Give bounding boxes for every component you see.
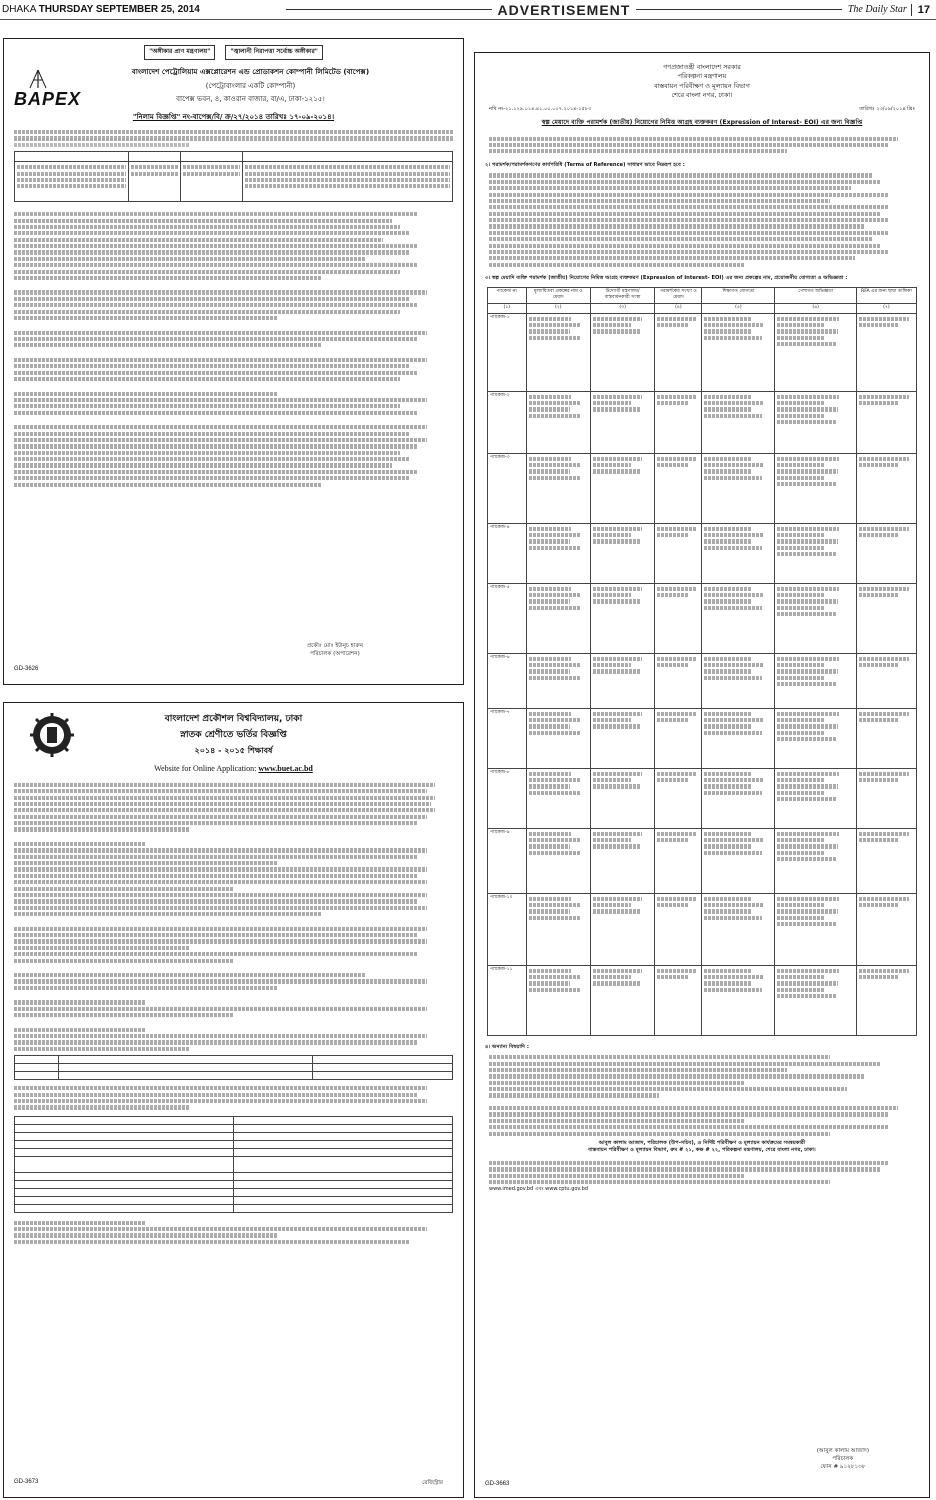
buet-admission-notice [3, 702, 464, 1498]
table-header-row [488, 287, 917, 303]
table-cell [775, 523, 857, 583]
package-number: প্যাকেজ-৪ [488, 523, 527, 583]
col-number: (২) [526, 303, 590, 313]
ad-code: GD-3663 [485, 1481, 510, 1488]
websites-line [475, 1186, 929, 1193]
intro-text [475, 128, 929, 153]
ref-row [475, 100, 929, 113]
table-row [488, 523, 917, 583]
table-cell [526, 523, 590, 583]
ministry-name: পরিকল্পনা মন্ত্রণালয় [677, 72, 727, 81]
website-label: Website for Online Application: [154, 764, 257, 773]
slogan-right: "জ্বালানী নিরাপত্তা সর্বোচ্চ অঙ্গীকার" [225, 45, 323, 60]
table-cell [590, 453, 654, 523]
table-row [488, 653, 917, 708]
contact-line: আবুল কালাম আজাদ, পরিচালক (উপ-সচিব), ও নির্দিষ্ট পরিবীক্ষণ ও মূল্যায়ন কার্যক্রমের সমন্বয়কারী [598, 1139, 806, 1146]
col-header: মূল্যায়িতব্য প্রকল্পের নাম ও মেয়াদ [526, 287, 590, 303]
table-cell [655, 391, 702, 453]
table-cell [702, 893, 775, 965]
notice-title: স্বল্প মেয়াদে ব্যক্তি পরামর্শক (জাতীয়) নিয়োগের নিমিত্ত আগ্রহ ব্যক্তকরণ (Expression of Interest- EOI) এর জন্য বিজ্ঞপ্তি [541, 119, 863, 127]
package-number: প্যাকেজ-৩ [488, 453, 527, 523]
masthead [0, 0, 936, 20]
table-cell [775, 965, 857, 1035]
table-cell [702, 653, 775, 708]
table-cell [856, 965, 916, 1035]
package-number: প্যাকেজ-৫ [488, 583, 527, 653]
table-cell [526, 391, 590, 453]
rule-right [636, 9, 842, 10]
table-cell [590, 653, 654, 708]
website-link[interactable]: www.buet.ac.bd [258, 764, 313, 773]
table-cell [775, 453, 857, 523]
table-cell [655, 453, 702, 523]
table-cell [526, 653, 590, 708]
bapex-signature [307, 642, 363, 658]
signatory-name: (আবুল কালাম আজাদ) [816, 1447, 869, 1454]
table-cell [655, 768, 702, 828]
column-number-row [488, 303, 917, 313]
table-cell [655, 965, 702, 1035]
dateline-date: THURSDAY SEPTEMBER 25, 2014 [38, 4, 200, 15]
notice-body [4, 122, 463, 487]
table-cell [775, 583, 857, 653]
dateline-city: DHAKA [2, 4, 36, 15]
table-cell [702, 523, 775, 583]
package-number: প্যাকেজ-১০ [488, 893, 527, 965]
slogan-left: "অঙ্গীকার প্রাণ মন্ত্রণালয়" [144, 45, 215, 60]
package-number: প্যাকেজ-৮ [488, 768, 527, 828]
table-row [488, 828, 917, 893]
table-cell [856, 313, 916, 391]
table-cell [775, 708, 857, 768]
col-header: RFA এর জন্য ছায়া তালিকা [856, 287, 916, 303]
table-cell [526, 768, 590, 828]
section-title: ADVERTISEMENT [497, 1, 631, 18]
table-cell [856, 828, 916, 893]
items-table [14, 151, 453, 202]
package-number: প্যাকেজ-১ [488, 313, 527, 391]
package-rows [488, 313, 917, 1035]
notice-points [14, 212, 453, 487]
table-cell [702, 453, 775, 523]
table-cell [655, 828, 702, 893]
signatory-phone: ফোন # ৯১২৮১৩৮ [820, 1463, 866, 1470]
table-row [488, 768, 917, 828]
table-cell [655, 523, 702, 583]
rule-left [286, 9, 492, 10]
table-cell [526, 828, 590, 893]
bapex-title-block [108, 67, 393, 104]
table-cell [655, 313, 702, 391]
ad-code: GD-3626 [14, 666, 39, 673]
table-cell [775, 768, 857, 828]
table-cell [655, 653, 702, 708]
bapex-auction-notice [3, 38, 464, 685]
bapex-header [4, 66, 463, 109]
paper-name: The Daily Star [847, 4, 907, 15]
website-line [4, 763, 463, 775]
signatory-name: প্রকৌঃ মোঃ ইউনুচ হারুন [306, 642, 363, 649]
notice-title: "নিলাম বিজ্ঞপ্তি" নং-বাপেক্স/বি/ ক্র/২৭/২০১৪ তারিখঃ ১৭-০৯-২০১৪। [132, 112, 335, 121]
table-cell [856, 708, 916, 768]
col-number: (৪) [655, 303, 702, 313]
table-cell [590, 313, 654, 391]
tor-list [475, 169, 929, 267]
ref-number: নথি নং-২১.১২৯.০১৪.৪১.০০.০০৭.২০১৪-১৫৮৩ [489, 106, 592, 113]
admission-title: স্নাতক শ্রেণীতে ভর্তির বিজ্ঞপ্তি [180, 730, 287, 741]
col-header: পরামর্শকের সংখ্যা ও মেয়াদ [655, 287, 702, 303]
govt-name: গণপ্রজাতন্ত্রী বাংলাদেশ সরকার [663, 63, 741, 71]
imed-header [475, 63, 929, 100]
division-name: বাস্তবায়ন পরিবীক্ষণ ও মূল্যায়ন বিভাগ [654, 81, 750, 90]
buet-logo [30, 713, 74, 757]
signatory-title: পরিচালক [832, 1455, 854, 1462]
table-row [488, 965, 917, 1035]
signatory-title: রেজিস্ট্রার [422, 1479, 443, 1486]
table-cell [775, 828, 857, 893]
table-cell [590, 768, 654, 828]
company-address: বাপেক্স ভবন, ৪, কাওরান বাজার, বা/এ, ঢাকা-১২১৫। [176, 94, 325, 103]
col-header: পেশাগত অভিজ্ঞতা [775, 287, 857, 303]
eoi-heading: ৩। স্বল্প মেয়াদি ব্যক্তি পরামর্শক (জাতীয়) নিয়োগের নিমিত্ত আগ্রহ ব্যক্তকরণ (Expression of Interest- EOI) এর জন্য প্রকল্পের নাম, প্রয়োজনীয় যোগ্যতা ও অভিজ্ঞতা : [485, 275, 848, 282]
table-cell [590, 523, 654, 583]
table-cell [702, 965, 775, 1035]
table-cell [856, 583, 916, 653]
table-cell [775, 653, 857, 708]
buet-header [4, 713, 463, 757]
table-cell [526, 313, 590, 391]
col-number: (৩) [590, 303, 654, 313]
fee-table [14, 1055, 453, 1080]
table-cell [590, 391, 654, 453]
ref-date: তারিখঃ ২৩/০৯/২০১৪ খ্রিঃ [859, 106, 915, 113]
table-cell [702, 828, 775, 893]
col-header: উদ্যোগী মন্ত্রণালয়/ বাস্তবায়নকারী সংস্থা [590, 287, 654, 303]
other-heading: ৪। অন্যান্য বিষয়াদি : [485, 1043, 529, 1050]
table-cell [702, 768, 775, 828]
table-cell [775, 893, 857, 965]
buet-title-block [74, 713, 393, 757]
package-number: প্যাকেজ-১১ [488, 965, 527, 1035]
col-number: (১) [488, 303, 527, 313]
table-cell [702, 583, 775, 653]
table-cell [590, 583, 654, 653]
table-cell [526, 965, 590, 1035]
closing-notes [475, 1155, 929, 1185]
buet-signature [422, 1479, 443, 1487]
dateline [0, 4, 280, 15]
table-row [488, 893, 917, 965]
table-cell [775, 391, 857, 453]
table-cell [856, 768, 916, 828]
table-cell [702, 708, 775, 768]
table-cell [655, 583, 702, 653]
table-cell [655, 893, 702, 965]
signatory-title: পরিচালক (অপারেশন) [310, 650, 360, 657]
package-number: প্যাকেজ-৯ [488, 828, 527, 893]
company-name: বাংলাদেশ পেট্রোলিয়াম এক্সপ্লোরেশন এন্ড প্রোডাকশন কোম্পানী লিমিটেড (বাপেক্স) [131, 67, 370, 77]
table-cell [526, 583, 590, 653]
bapex-logo [8, 66, 108, 109]
table-cell [702, 391, 775, 453]
table-cell [590, 708, 654, 768]
table-cell [526, 453, 590, 523]
table-cell [856, 893, 916, 965]
table-row [488, 313, 917, 391]
table-cell [856, 523, 916, 583]
imed-eoi-notice [474, 52, 930, 1498]
gear-logo-icon [30, 713, 74, 757]
academic-session: ২০১৪ - ২০১৫ শিক্ষাবর্ষ [194, 746, 273, 756]
table-cell [526, 708, 590, 768]
slogan-row [4, 45, 463, 60]
bapex-logo-text: BAPEX [14, 88, 82, 109]
col-header: প্যাকেজ নং [488, 287, 527, 303]
col-number: (৫) [702, 303, 775, 313]
imed-signature [817, 1447, 869, 1471]
table-cell [856, 653, 916, 708]
university-name: বাংলাদেশ প্রকৌশল বিশ্ববিদ্যালয়, ঢাকা [164, 714, 303, 725]
table-cell [775, 313, 857, 391]
col-number: (৭) [856, 303, 916, 313]
table-row [488, 391, 917, 453]
tor-heading: ২। পরামর্শক/পরামর্শকগণের কার্যপরিধি (Terms of Reference) সাধারণ ভাবে নিম্নরূপ হবে : [485, 161, 685, 168]
buet-body [4, 775, 463, 1244]
package-number: প্যাকেজ-৭ [488, 708, 527, 768]
schedule-table [14, 1116, 453, 1213]
location: শেরে বাংলা নগর, ঢাকা। [671, 90, 733, 99]
table-cell [590, 965, 654, 1035]
ad-code: GD-3673 [14, 1479, 39, 1486]
table-cell [702, 313, 775, 391]
table-row [488, 583, 917, 653]
websites[interactable]: www.imed.gov.bd এবং www.cptu.gov.bd [489, 1186, 588, 1193]
package-table [487, 287, 917, 1036]
table-cell [590, 828, 654, 893]
table-row [488, 453, 917, 523]
package-number: প্যাকেজ-২ [488, 391, 527, 453]
page-number: 17 [911, 4, 936, 16]
other-list [475, 1051, 929, 1136]
table-cell [856, 391, 916, 453]
col-header: শিক্ষাগত যোগ্যতা [702, 287, 775, 303]
table-cell [655, 708, 702, 768]
table-cell [590, 893, 654, 965]
col-number: (৬) [775, 303, 857, 313]
table-cell [856, 453, 916, 523]
company-subtitle: (পেট্রোবাংলার একটি কোম্পানী) [205, 81, 296, 90]
table-row [488, 708, 917, 768]
table-cell [526, 893, 590, 965]
package-number: প্যাকেজ-৬ [488, 653, 527, 708]
contact-address: বাস্তবায়ন পরিবীক্ষণ ও মূল্যায়ন বিভাগ, রুম # ২১, কক্ষ # ২২, পরিকল্পনা মন্ত্রণালয়, শেরে বাংলা নগর, ঢাকা। [588, 1147, 816, 1154]
